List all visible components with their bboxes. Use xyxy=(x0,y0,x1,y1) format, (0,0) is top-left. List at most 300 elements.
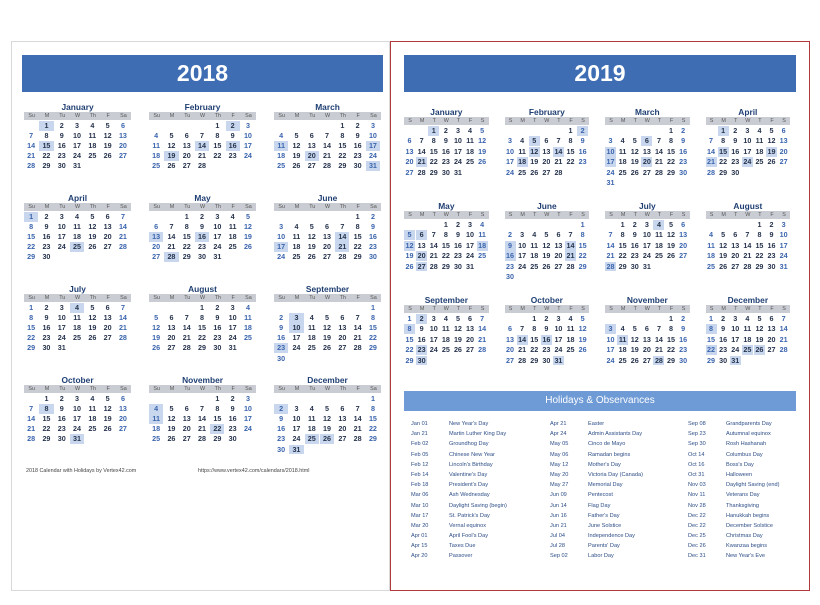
day-cell: 1 xyxy=(44,394,49,403)
weekday-label: T xyxy=(758,306,762,312)
day-cell: 14 xyxy=(654,334,663,344)
day-cell: 3 xyxy=(733,314,738,323)
day-cell: 5 xyxy=(325,313,330,323)
holiday-name: Vernal equinox xyxy=(449,522,487,529)
day-cell: 6 xyxy=(184,404,189,414)
footer-url[interactable]: https://www.vertex42.com/calendars/2018.html xyxy=(198,468,310,474)
day-cell: 22 xyxy=(566,157,575,167)
holiday-name: Groundhog Day xyxy=(449,441,489,448)
day-cell: 31 xyxy=(289,445,303,455)
day-cell: 18 xyxy=(478,240,487,250)
day-cell: 11 xyxy=(307,414,316,424)
day-cell: 3 xyxy=(370,121,375,130)
day-cell: 27 xyxy=(642,167,651,177)
weekday-label: Th xyxy=(214,204,221,210)
day-cell: 15 xyxy=(27,323,36,333)
day-cell: 10 xyxy=(292,414,301,424)
day-cell: 16 xyxy=(578,146,587,156)
day-cell: 25 xyxy=(292,252,301,262)
day-cell: 14 xyxy=(353,414,362,424)
weekday-label: Th xyxy=(89,113,96,119)
day-cell: 3 xyxy=(294,404,299,414)
day-cell: 25 xyxy=(755,157,764,167)
day-cell: 23 xyxy=(719,345,728,355)
day-cell: 27 xyxy=(152,252,161,262)
day-cell: 17 xyxy=(518,251,527,261)
weekday-label: M xyxy=(294,204,300,210)
holiday-name: Halloween xyxy=(726,471,753,478)
day-cell: 21 xyxy=(654,157,663,167)
day-cell: 20 xyxy=(417,251,426,261)
day-cell: 12 xyxy=(578,324,587,334)
day-cell: 20 xyxy=(554,251,563,261)
day-cell: 19 xyxy=(103,414,112,424)
day-cell: 30 xyxy=(719,355,728,365)
day-cell: 25 xyxy=(152,161,161,171)
day-cell: 18 xyxy=(654,240,663,250)
day-cell: 11 xyxy=(88,404,97,414)
day-cell: 24 xyxy=(518,261,527,271)
day-cell: 2 xyxy=(355,121,360,130)
day-cell: 24 xyxy=(743,157,752,167)
day-cell: 24 xyxy=(642,251,651,261)
day-cell: 14 xyxy=(779,324,788,334)
day-cell: 7 xyxy=(340,222,345,232)
day-cell: 20 xyxy=(182,424,191,434)
day-cell: 14 xyxy=(182,323,191,333)
day-cell: 6 xyxy=(508,324,513,334)
weekday-header xyxy=(605,305,690,313)
holiday-date: Nov 03 xyxy=(688,482,706,489)
weekday-label: M xyxy=(520,212,525,218)
day-cell: 18 xyxy=(743,334,752,344)
holiday-date: Mar 20 xyxy=(411,522,429,529)
day-cell: 30 xyxy=(679,355,688,365)
weekday-header xyxy=(706,211,791,219)
day-cell: 12 xyxy=(307,232,316,242)
day-cell: 15 xyxy=(530,334,539,344)
weekday-label: Th xyxy=(339,204,346,210)
day-cell: 1 xyxy=(215,394,220,403)
day-cell: 20 xyxy=(118,141,127,151)
holiday-row xyxy=(688,450,779,460)
day-cell: 20 xyxy=(542,157,551,167)
day-cell: 31 xyxy=(466,261,475,271)
weekday-label: S xyxy=(408,118,412,124)
day-cell: 28 xyxy=(566,261,575,271)
weekday-label: W xyxy=(745,212,751,218)
weekday-label: T xyxy=(657,212,662,218)
day-cell: 19 xyxy=(323,333,332,343)
day-cell: 25 xyxy=(566,345,575,355)
day-cell: 2 xyxy=(681,126,686,135)
day-cell: 8 xyxy=(39,404,53,414)
day-cell: 16 xyxy=(353,141,362,151)
day-cell: 27 xyxy=(542,167,551,177)
day-cell: 22 xyxy=(42,151,51,161)
day-cell: 18 xyxy=(152,151,161,161)
day-cell: 8 xyxy=(620,230,625,240)
holiday-date: Jun 21 xyxy=(550,522,567,529)
month-name: January xyxy=(430,107,463,117)
day-cell: 22 xyxy=(42,424,51,434)
holiday-row xyxy=(550,490,643,500)
day-cell: 11 xyxy=(149,414,163,424)
day-cell: 21 xyxy=(335,242,349,252)
day-cell: 7 xyxy=(200,404,205,414)
day-cell: 28 xyxy=(654,355,663,365)
day-cell: 7 xyxy=(709,136,714,146)
day-cell: 13 xyxy=(182,414,191,424)
day-cell: 24 xyxy=(779,251,788,261)
day-cell: 19 xyxy=(243,232,252,242)
day-cell: 8 xyxy=(29,313,34,323)
day-cell: 19 xyxy=(578,334,587,344)
day-cell: 19 xyxy=(292,151,301,161)
holiday-date: Feb 18 xyxy=(411,482,429,489)
day-cell: 7 xyxy=(355,404,360,414)
day-cell: 6 xyxy=(309,131,314,141)
holiday-row xyxy=(550,429,643,439)
weekday-label: F xyxy=(356,386,360,392)
day-cell: 10 xyxy=(606,334,615,344)
day-cell: 6 xyxy=(105,212,110,221)
day-cell: 4 xyxy=(653,220,664,230)
day-cell: 17 xyxy=(366,141,380,151)
holiday-date: Nov 11 xyxy=(688,492,706,499)
day-cell: 29 xyxy=(667,167,676,177)
day-cell: 6 xyxy=(681,220,686,229)
day-cell: 1 xyxy=(568,126,573,135)
day-cell: 3 xyxy=(230,303,235,312)
day-cell: 24 xyxy=(368,151,377,161)
day-cell: 20 xyxy=(405,157,414,167)
weekday-label: M xyxy=(419,212,425,218)
day-cell: 19 xyxy=(719,251,728,261)
day-cell: 7 xyxy=(29,131,34,141)
weekday-label: M xyxy=(620,212,626,218)
weekday-label: F xyxy=(669,212,674,218)
holiday-date: May 27 xyxy=(550,482,569,489)
month-name: June xyxy=(537,201,557,211)
day-cell: 9 xyxy=(544,324,549,334)
day-cell: 25 xyxy=(305,434,319,444)
weekday-label: T xyxy=(633,212,637,218)
day-cell: 14 xyxy=(554,146,563,156)
day-cell: 10 xyxy=(213,222,222,232)
day-cell: 16 xyxy=(226,141,240,151)
holiday-row xyxy=(688,419,779,429)
weekday-label: F xyxy=(231,113,235,119)
month-name: August xyxy=(188,284,217,294)
day-cell: 14 xyxy=(198,414,207,424)
day-cell: 22 xyxy=(429,157,438,167)
day-cell: 10 xyxy=(518,240,527,250)
day-cell: 29 xyxy=(530,355,539,365)
day-cell: 25 xyxy=(243,333,252,343)
day-cell: 28 xyxy=(164,252,178,262)
day-cell: 17 xyxy=(506,157,515,167)
day-cell: 19 xyxy=(152,333,161,343)
holiday-date: Jan 21 xyxy=(411,431,428,438)
day-cell: 1 xyxy=(370,303,375,312)
day-cell: 15 xyxy=(368,323,377,333)
day-cell: 23 xyxy=(679,157,688,167)
day-cell: 22 xyxy=(441,251,450,261)
day-cell: 5 xyxy=(404,230,415,240)
day-cell: 9 xyxy=(455,230,460,240)
weekday-label: S xyxy=(480,212,485,218)
day-cell: 10 xyxy=(57,222,66,232)
day-cell: 13 xyxy=(182,141,191,151)
holiday-date: May 20 xyxy=(550,471,569,478)
day-cell: 31 xyxy=(57,343,66,353)
holiday-row xyxy=(688,511,779,521)
day-cell: 28 xyxy=(518,355,527,365)
holiday-row xyxy=(550,460,643,470)
day-cell: 5 xyxy=(325,404,330,414)
day-cell: 14 xyxy=(335,232,349,242)
day-cell: 8 xyxy=(370,313,375,323)
holiday-date: Dec 22 xyxy=(688,522,706,529)
weekday-label: Su xyxy=(278,204,285,210)
day-cell: 29 xyxy=(667,355,676,365)
day-cell: 7 xyxy=(169,222,174,232)
day-cell: 1 xyxy=(443,220,448,229)
day-cell: 4 xyxy=(230,212,235,221)
day-cell: 18 xyxy=(530,251,539,261)
day-cell: 5 xyxy=(294,131,299,141)
day-cell: 30 xyxy=(57,434,66,444)
weekday-label: T xyxy=(456,118,461,124)
day-cell: 11 xyxy=(655,230,663,240)
day-cell: 6 xyxy=(184,131,189,141)
day-cell: 19 xyxy=(307,242,316,252)
day-cell: 10 xyxy=(466,230,475,240)
holiday-name: Labor Day xyxy=(588,553,614,560)
day-cell: 6 xyxy=(416,230,427,240)
day-cell: 4 xyxy=(620,136,625,146)
day-cell: 13 xyxy=(338,323,347,333)
day-cell: 14 xyxy=(27,414,36,424)
cal2019-month-august xyxy=(706,201,791,282)
weekday-label: Su xyxy=(278,386,285,392)
day-cell: 29 xyxy=(707,355,716,365)
day-cell: 1 xyxy=(620,220,625,229)
day-cell: 17 xyxy=(731,334,740,344)
day-cell: 28 xyxy=(27,161,36,171)
month-name: April xyxy=(68,193,88,203)
day-cell: 30 xyxy=(368,252,377,262)
cal2018-month-november xyxy=(149,375,256,455)
day-cell: 25 xyxy=(228,242,237,252)
day-cell: 20 xyxy=(338,424,347,434)
day-cell: 26 xyxy=(167,434,176,444)
weekday-header xyxy=(605,211,690,219)
weekday-label: M xyxy=(419,118,425,124)
day-cell: 1 xyxy=(340,121,345,130)
holiday-row xyxy=(411,490,507,500)
day-cell: 28 xyxy=(27,434,36,444)
holiday-row xyxy=(411,480,507,490)
day-cell: 19 xyxy=(323,424,332,434)
weekday-label: W xyxy=(324,386,331,392)
day-cell: 25 xyxy=(277,161,286,171)
day-cell: 29 xyxy=(213,434,222,444)
day-cell: 4 xyxy=(568,314,573,323)
day-cell: 25 xyxy=(518,167,527,177)
holiday-row xyxy=(550,551,643,561)
weekday-label: M xyxy=(44,204,50,210)
day-cell: 12 xyxy=(405,240,414,250)
day-cell: 18 xyxy=(88,141,97,151)
day-cell: 8 xyxy=(200,313,205,323)
day-cell: 13 xyxy=(642,146,651,156)
day-cell: 4 xyxy=(294,222,299,232)
weekday-label: W xyxy=(443,306,449,312)
holiday-date: Jul 04 xyxy=(550,533,565,540)
day-cell: 12 xyxy=(152,323,161,333)
day-cell: 1 xyxy=(29,303,34,312)
weekday-label: Su xyxy=(278,113,285,119)
day-cell: 8 xyxy=(29,222,34,232)
holiday-date: Dec 26 xyxy=(688,543,706,550)
day-cell: 13 xyxy=(118,131,127,141)
day-cell: 6 xyxy=(544,136,549,146)
day-cell: 25 xyxy=(73,333,82,343)
day-cell: 18 xyxy=(618,157,627,167)
day-cell: 9 xyxy=(721,324,726,334)
day-cell: 18 xyxy=(441,334,450,344)
day-cell: 16 xyxy=(731,146,740,156)
day-cell: 23 xyxy=(42,242,51,252)
weekday-label: T xyxy=(557,306,561,312)
day-cell: 16 xyxy=(453,240,462,250)
day-cell: 21 xyxy=(198,424,207,434)
weekday-header xyxy=(149,112,256,120)
day-cell: 25 xyxy=(530,261,539,271)
day-cell: 1 xyxy=(709,314,714,323)
day-cell: 12 xyxy=(167,141,176,151)
day-cell: 4 xyxy=(245,303,250,312)
day-cell: 22 xyxy=(755,251,764,261)
holiday-row xyxy=(550,521,643,531)
day-cell: 15 xyxy=(198,323,207,333)
day-cell: 21 xyxy=(118,232,127,242)
weekday-label: F xyxy=(669,118,674,124)
day-cell: 27 xyxy=(167,343,176,353)
day-cell: 8 xyxy=(404,324,415,334)
weekday-label: M xyxy=(620,118,626,124)
weekday-label: M xyxy=(169,204,175,210)
day-cell: 22 xyxy=(719,157,728,167)
weekday-header xyxy=(274,294,381,302)
day-cell: 7 xyxy=(781,314,786,323)
day-cell: 28 xyxy=(554,167,563,177)
holiday-name: Chinese New Year xyxy=(449,451,496,458)
day-cell: 26 xyxy=(152,343,161,353)
weekday-label: Th xyxy=(89,386,96,392)
weekday-label: Sa xyxy=(370,386,377,392)
day-cell: 11 xyxy=(618,334,627,344)
weekday-label: Tu xyxy=(184,386,191,392)
day-cell: 15 xyxy=(719,146,728,156)
day-cell: 10 xyxy=(289,323,303,333)
day-cell: 4 xyxy=(279,131,284,141)
day-cell: 22 xyxy=(353,242,362,252)
cal2018-month-october xyxy=(24,375,131,455)
day-cell: 3 xyxy=(644,220,649,229)
day-cell: 25 xyxy=(707,261,716,271)
day-cell: 28 xyxy=(118,242,127,252)
holiday-name: Autumnal equinox xyxy=(726,431,771,438)
weekday-label: W xyxy=(544,306,550,312)
weekday-label: F xyxy=(770,118,774,124)
month-name: October xyxy=(61,375,94,385)
holidays-column-3 xyxy=(688,419,779,562)
day-cell: 18 xyxy=(152,424,161,434)
weekday-label: S xyxy=(782,306,786,312)
day-cell: 6 xyxy=(120,121,125,130)
weekday-label: Su xyxy=(28,386,35,392)
weekday-label: Su xyxy=(28,295,35,301)
day-cell: 17 xyxy=(779,240,788,250)
holidays-header: Holidays & Observances xyxy=(404,391,796,411)
holiday-date: Dec 25 xyxy=(688,533,706,540)
day-cell: 18 xyxy=(73,232,82,242)
day-cell: 23 xyxy=(368,242,377,252)
day-cell: 27 xyxy=(405,167,414,177)
weekday-label: S xyxy=(581,306,585,312)
cal2018-month-august xyxy=(149,284,256,364)
day-cell: 13 xyxy=(167,323,176,333)
day-cell: 19 xyxy=(542,251,551,261)
weekday-label: W xyxy=(324,295,331,301)
day-cell: 6 xyxy=(120,394,125,403)
day-cell: 7 xyxy=(120,303,125,312)
holiday-date: Apr 21 xyxy=(550,421,567,427)
weekday-label: M xyxy=(721,118,726,124)
holiday-row xyxy=(688,480,779,490)
day-cell: 13 xyxy=(731,240,740,250)
day-cell: 30 xyxy=(57,161,66,171)
holiday-row xyxy=(411,501,507,511)
day-cell: 9 xyxy=(681,136,686,146)
holiday-row xyxy=(411,531,507,541)
day-cell: 10 xyxy=(73,131,82,141)
day-cell: 6 xyxy=(468,314,473,323)
holiday-date: Dec 22 xyxy=(688,512,706,519)
day-cell: 10 xyxy=(506,146,515,156)
day-cell: 9 xyxy=(355,131,360,141)
day-cell: 26 xyxy=(453,345,462,355)
day-cell: 26 xyxy=(167,161,176,171)
day-cell: 6 xyxy=(407,136,412,146)
month-name: March xyxy=(315,102,340,112)
month-name: November xyxy=(626,295,668,305)
weekday-label: W xyxy=(443,118,449,124)
weekday-label: Su xyxy=(153,113,160,119)
day-cell: 14 xyxy=(518,334,527,344)
day-cell: 1 xyxy=(39,121,53,131)
holiday-date: Nov 28 xyxy=(688,502,706,509)
day-cell: 16 xyxy=(506,251,515,261)
day-cell: 1 xyxy=(532,314,537,323)
month-name: June xyxy=(317,193,338,203)
weekday-label: Th xyxy=(214,295,221,301)
day-cell: 8 xyxy=(580,230,585,240)
month-name: February xyxy=(184,102,221,112)
